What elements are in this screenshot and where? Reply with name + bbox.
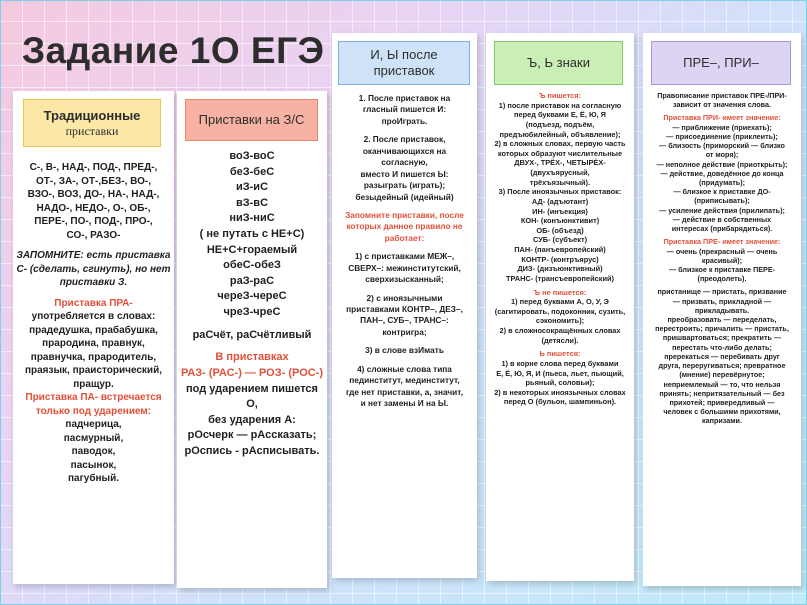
card-4-line: интересах (прибарядиться). <box>671 224 773 234</box>
card-3-line: (сагитировать, подоконник, сузить, <box>494 306 626 316</box>
card-0-line: С-, В-, НАД-, ПОД-, ПРЕД-, <box>29 162 158 173</box>
card-0-line: приставки З. <box>59 277 128 288</box>
card-3-line: 1) после приставок на согласную <box>498 100 622 110</box>
card-2-line: 3) в слове взИмать <box>365 345 444 356</box>
card-traditional-header <box>23 99 161 147</box>
card-2-line: безыдейный (идейный) <box>355 191 454 202</box>
card-3-line: которых образуют числительные <box>497 148 623 158</box>
card-2-line: где нет приставки, а, значит, <box>345 386 464 397</box>
card-2-line: разыграть (играть); <box>363 180 446 191</box>
card-3-line: 1) в корне слова перед буквами <box>501 358 619 368</box>
card-3-line: 2) в некоторых иноязычных словах <box>494 387 626 397</box>
card-1-line: раЗ-раС <box>229 274 275 287</box>
card-2-line <box>335 338 474 345</box>
card-0-line: ЗАПОМНИТЕ: есть приставка <box>16 250 171 261</box>
card-1-line: РАЗ- (РАС-) — РОЗ- (РОС-) <box>180 366 324 379</box>
card-4-line: зависит от значения слова. <box>672 100 771 110</box>
card-4-line: человек с большими прихотями, <box>663 407 781 417</box>
card-4-line: друга, переругиваться; превратное <box>658 361 786 371</box>
card-2-line: приставками КОНТР–, ДЕЗ–, <box>346 304 463 314</box>
card-3-line: перед О (бульон, шампиньон). <box>503 397 617 407</box>
card-3-line: ОБ- (объезд) <box>536 225 584 235</box>
card-4-line: (придумать); <box>698 177 746 187</box>
card-0-line: ПЕРЕ-, ПО-, ПОД-, ПРО-, <box>34 216 153 227</box>
card-3-line: Е, Ё, Ю, Я, И (пьеса, льет, пьющий, <box>496 368 624 378</box>
card-3-line: рьяный, соловьи); <box>525 378 595 388</box>
card-0-line: праязык, праисторический, <box>24 365 163 376</box>
card-4-line: принять; непритязательный — без <box>659 388 785 398</box>
card-pre-pri-header <box>651 41 791 85</box>
card-4-line: пререкаться — перебивать друг <box>664 351 780 361</box>
card-4-line: Приставка ПРИ- имеет значение: <box>663 113 781 123</box>
card-3-line: предъюбилейный, объявление); <box>499 129 621 139</box>
card-1-line: череЗ-череС <box>217 290 287 303</box>
card-0-line: паводок, <box>71 446 116 457</box>
card-0-line: пасынок, <box>70 459 117 471</box>
card-3-line: Ъ пишется: <box>538 91 582 100</box>
card-traditional-header-line-2: приставки <box>65 123 119 138</box>
card-2-line: 1) с приставками МЕЖ–, <box>354 251 455 262</box>
card-4-line: (приписывать); <box>694 196 750 206</box>
card-2-line: 4) сложные слова типа <box>357 363 452 374</box>
card-1-line: рОспись - рАсписывать. <box>184 444 320 457</box>
card-2-line: 2) с иноязычными <box>366 292 443 303</box>
card-4-line: преобразовать — переделать, <box>667 315 777 325</box>
card-2-line: вместо И пишется Ы: <box>360 168 449 179</box>
card-2-line: 2. После приставок, <box>363 134 446 145</box>
card-4-line: — очень (прекрасный — очень <box>666 246 778 256</box>
card-4-line: (преодолеть). <box>697 274 747 284</box>
card-3-line: (двухъярусный, <box>530 168 590 177</box>
card-3-line: СУБ- (субъект) <box>532 235 588 245</box>
card-4-line: — близость (приморский — близко <box>659 141 785 151</box>
card-0-line: пагубный. <box>67 473 119 484</box>
card-2-line: согласную, <box>381 157 428 168</box>
card-1-line: без ударения А: <box>208 413 296 426</box>
card-1-line <box>180 321 324 328</box>
card-3-line: 2) в сложносокращённых словах <box>499 326 621 335</box>
card-pre-pri-body <box>646 91 798 426</box>
card-2-line: контригра; <box>382 326 427 337</box>
card-i-y-header-line-1: И, Ы после <box>370 47 438 63</box>
card-traditional-prefixes <box>13 91 174 584</box>
card-2-line <box>335 357 474 364</box>
card-0-line: пращур. <box>73 378 114 390</box>
card-2-line <box>335 244 474 251</box>
card-3-line: 2) в сложных словах, первую часть <box>494 139 626 149</box>
card-2-line <box>335 127 474 134</box>
card-2-line: проИграть. <box>381 115 428 126</box>
card-3-line: 1) перед буквами А, О, У, Э <box>511 297 609 307</box>
card-1-line: рОсчерк — рАссказать; <box>187 429 317 442</box>
card-0-line <box>16 290 171 297</box>
card-3-line: КОН- (конъюнктивит) <box>520 216 600 226</box>
card-hard-soft-signs <box>486 33 634 581</box>
card-2-line: пединститут, мединститут, <box>349 375 460 386</box>
card-0-line: прародина, правнук, <box>42 338 145 349</box>
card-1-line: иЗ-иС <box>235 181 269 194</box>
card-1-line: беЗ-беС <box>229 165 275 178</box>
card-0-line: прадедушка, прабабушка, <box>29 324 158 336</box>
card-4-line: — приближение (приехать); <box>672 122 772 132</box>
card-0-line: только под ударением: <box>35 405 152 417</box>
card-4-line: — действие в собственных <box>672 214 772 224</box>
card-1-line: ниЗ-ниС <box>229 212 275 225</box>
page-title: Задание 1О ЕГЭ <box>22 30 325 71</box>
card-2-line: 1. После приставок на <box>358 93 451 103</box>
card-i-y-header-line-2: приставок <box>373 63 435 78</box>
card-0-line: ВЗО-, ВОЗ, ДО-, НА-, НАД-, <box>27 189 160 200</box>
card-2-line: сверхизысканный; <box>365 274 444 285</box>
card-3-line: КОНТР- (контръярус) <box>521 254 599 264</box>
card-2-line: ПАН–, СУБ–, ТРАНС–: <box>360 315 449 326</box>
card-3-line: ДИЗ- (дизъюнктивный) <box>517 264 603 274</box>
card-2-line: работает: <box>384 232 425 243</box>
card-4-line: — неполное действие (приоткрыть); <box>656 159 788 169</box>
card-4-line: Правописание приставок ПРЕ-/ПРИ- <box>657 91 787 100</box>
card-0-line: употребляется в словах: <box>31 311 156 322</box>
card-0-line: пасмурный, <box>63 432 124 444</box>
card-2-line: гласный пишется И: <box>362 104 447 115</box>
card-pre-pri-header-line-1: ПРЕ–, ПРИ– <box>683 55 759 71</box>
card-2-line: Запомните приставки, после <box>345 209 464 220</box>
card-4-line: — близкое к приставке ДО- <box>673 187 771 197</box>
card-4-line: перестроить; причалить — пристать, <box>655 324 789 334</box>
card-4-line: капризами. <box>702 416 742 426</box>
card-2-line: которых данное правило не <box>346 221 463 232</box>
card-i-y-header <box>338 41 470 85</box>
card-2-line: оканчивающихся на <box>362 145 447 156</box>
card-3-line: (подъезд, подъём, <box>525 119 595 129</box>
card-1-line: воЗ-воС <box>229 150 275 162</box>
card-1-line: ( не путать с НЕ+С) <box>199 228 305 241</box>
card-4-line: — близкое к приставке ПЕРЕ- <box>668 264 776 274</box>
card-3-line: ИН- (инъекция) <box>532 206 588 216</box>
card-4-line: (мнение) перевёрнутое; <box>679 370 765 380</box>
card-zs-prefixes <box>177 91 327 588</box>
card-1-line: обеС-обеЗ <box>223 259 281 272</box>
card-pre-pri <box>643 33 801 586</box>
card-zs-body <box>180 149 324 460</box>
card-2-line: и нет замены И на Ы. <box>360 398 449 409</box>
card-4-line: пришвартоваться; прекратить — <box>662 333 782 343</box>
card-4-line: — призвать, прикладной — <box>672 296 772 306</box>
card-0-line: Приставка ПРА- <box>54 297 133 309</box>
card-4-line: красивый); <box>701 255 743 265</box>
card-4-line: перестать что-либо делать; <box>672 342 772 352</box>
card-3-line: трёхъязычный). <box>529 177 591 187</box>
card-0-line: Приставка ПА- встречается <box>25 392 162 403</box>
card-1-line: вЗ-вС <box>235 196 269 209</box>
card-4-line: — усиление действия (прилипать); <box>659 205 785 215</box>
card-4-line: прикладывать. <box>694 305 750 315</box>
card-1-line: чреЗ-чреС <box>223 306 281 319</box>
card-3-line: перед буквами Е, Ё, Ю, Я <box>514 110 606 120</box>
card-zs-header-line-1: Приставки на З/С <box>198 112 305 128</box>
card-3-line: Ъ не пишется: <box>533 287 587 297</box>
card-3-line: сэкономить); <box>535 316 585 326</box>
card-2-line <box>335 203 474 210</box>
card-zs-header <box>185 99 318 141</box>
card-signs-body <box>489 91 631 407</box>
card-4-line: — присоединение (приклеить); <box>666 131 778 141</box>
card-2-line: СВЕРХ–: межинститутский, <box>348 262 461 273</box>
card-3-line: 3) После иноязычных приставок: <box>498 187 622 197</box>
card-traditional-header-line-1: Традиционные <box>43 108 141 123</box>
card-1-line: НЕ+С+гораемый <box>206 243 298 256</box>
card-3-line: (детясли). <box>541 335 579 345</box>
card-1-line: под ударением пишется О, <box>186 382 318 411</box>
card-signs-header-line-1: Ъ, Ь знаки <box>527 55 590 71</box>
card-4-line: прихотей; привередливый — <box>669 398 775 407</box>
card-i-y-body <box>335 93 474 410</box>
card-0-line <box>16 242 171 249</box>
card-4-line: от моря); <box>705 150 739 160</box>
card-4-line: пристанище — пристать, призвание <box>657 287 787 297</box>
card-i-y-after-prefixes <box>332 33 477 578</box>
card-0-line: ОТ-, ЗА-, ОТ-,БЕЗ-, ВО-, <box>35 175 151 187</box>
card-0-line: С- (сделать, сгинуть), но нет <box>16 263 171 275</box>
card-4-line: — действие, доведённое до конца <box>660 168 784 178</box>
card-1-line: В приставках <box>215 351 289 364</box>
card-0-line: НАДО-, НЕДО-, О-, ОБ-, <box>36 202 151 214</box>
card-0-line: падчерица, <box>65 419 122 430</box>
card-3-line: Ь пишется: <box>539 349 581 359</box>
card-2-line <box>335 286 474 293</box>
card-0-line: правнучка, прародитель, <box>30 351 157 363</box>
card-3-line: ДВУХ-, ТРЁХ-, ЧЕТЫРЁХ- <box>514 158 606 168</box>
card-3-line: ПАН- (панъевропейский) <box>514 245 606 254</box>
card-3-line: АД- (адъютант) <box>531 196 589 206</box>
card-4-line: Приставка ПРЕ- имеет значение: <box>663 237 781 247</box>
card-1-line <box>180 343 324 350</box>
card-3-line: ТРАНС- (трансъевропейский) <box>505 273 615 283</box>
card-1-line: раСчёт, раСчётливый <box>192 328 312 341</box>
card-0-line: СО-, РАЗО- <box>66 229 121 241</box>
card-traditional-body <box>16 161 171 486</box>
card-4-line: неприемлемый — то, что нельзя <box>663 379 781 389</box>
card-signs-header <box>494 41 623 85</box>
